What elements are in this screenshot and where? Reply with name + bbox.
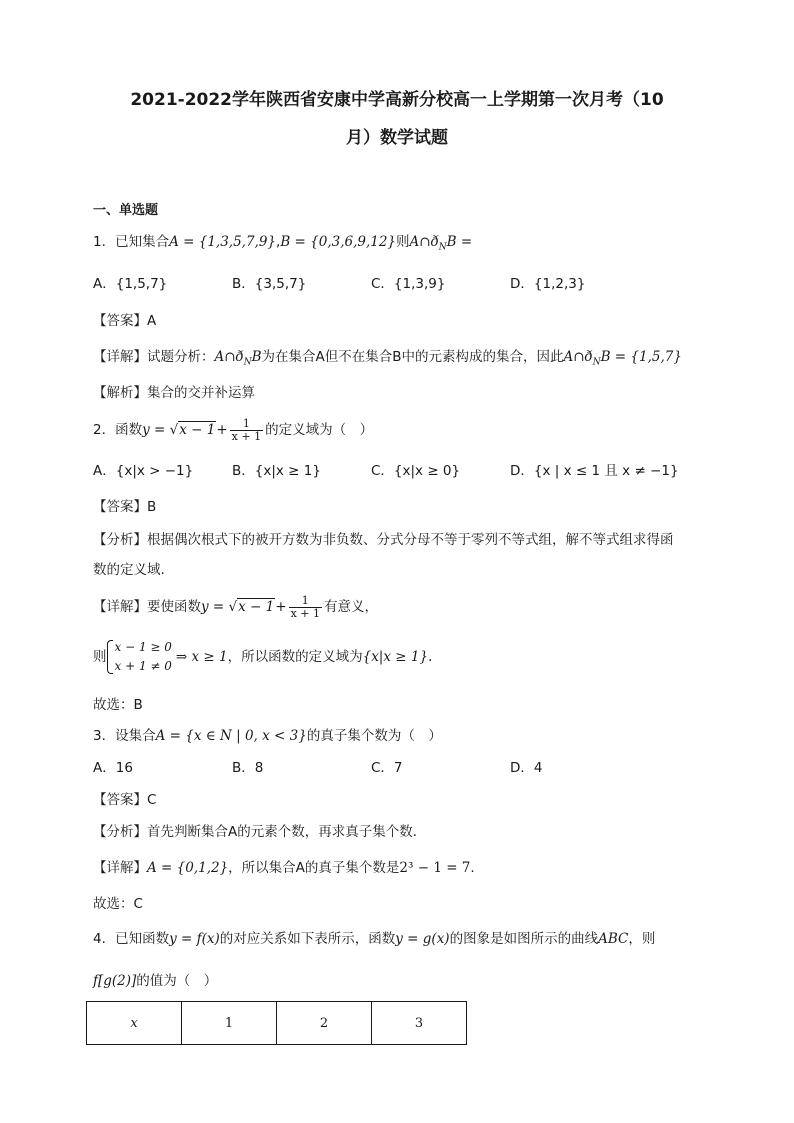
q2-detail-sqrt — [229, 598, 276, 615]
q4-value-table — [86, 1001, 467, 1045]
table-cell-2: 2 — [277, 1002, 372, 1045]
q2-choose: 故选：B — [93, 697, 143, 713]
q1-detail-expr: A∩ð — [214, 349, 244, 365]
q1-expr: A∩ð — [409, 234, 439, 250]
q2-detail — [93, 590, 378, 624]
q3-detail-mid: ，所以集合A的真子集个数是 — [228, 860, 400, 876]
q3-detail-calc: 2³ − 1 = 7 — [399, 860, 471, 876]
q2-sqrt — [170, 421, 217, 438]
table-cell-1: 1 — [182, 1002, 277, 1045]
q2-conclusion-pre: ，所以函数的定义域为 — [227, 649, 363, 665]
sqrt-icon: √ — [228, 599, 238, 615]
q1-option-d: D．{1,2,3} — [510, 276, 586, 292]
q1-set-b: B = {0,3,6,9,12} — [280, 234, 397, 250]
q1-option-a: A．{1,5,7} — [93, 276, 168, 292]
q3-stem-post: 的真子集个数为（ ） — [306, 728, 442, 744]
q4-f: y = f(x) — [169, 931, 220, 947]
q4-stem-pre: 4．已知函数 — [93, 931, 170, 947]
document-title-line2: 月）数学试题 — [346, 128, 448, 148]
q3-option-a: A．16 — [93, 760, 133, 776]
q1-parse-tag: 【解析】 — [93, 385, 147, 401]
q3-analysis-tag: 【分析】 — [93, 824, 147, 840]
q2-implies: ⇒ x ≥ 1 — [175, 649, 228, 665]
q1-parse-text: 集合的交并补运算 — [147, 385, 255, 401]
table-row — [87, 1002, 467, 1045]
q2-system-line — [93, 637, 432, 677]
q4-g: y = g(x) — [395, 931, 450, 947]
q2-detail-y: y = — [201, 599, 225, 615]
q2-then: 则 — [93, 649, 107, 665]
q2-detail-post: 有意义， — [323, 599, 378, 615]
q2-option-c: C．{x|x ≥ 0} — [371, 463, 461, 479]
section-heading: 一、单选题 — [93, 203, 159, 218]
q3-detail-set: A = {0,1,2} — [147, 860, 229, 876]
sqrt-icon: √ — [169, 422, 179, 438]
q2-analysis-line2: 数的定义域. — [93, 562, 165, 578]
q1-answer-tag: 【答案】 — [93, 313, 147, 329]
q2-detail-radicand: x − 1 — [238, 599, 275, 615]
q2-radicand: x − 1 — [179, 422, 216, 438]
q2-answer-value: B — [147, 499, 157, 515]
q1-detail-sub2: N — [592, 357, 601, 368]
q2-frac-den: x + 1 — [231, 429, 262, 443]
q3-choose: 故选：C — [93, 896, 143, 912]
table-cell-3: 3 — [372, 1002, 467, 1045]
q1-detail-expr3: A∩ð — [563, 349, 593, 365]
q3-option-c: C．7 — [371, 760, 403, 776]
q3-answer-value: C — [147, 792, 157, 808]
document-title-line1: 2021-2022学年陕西省安康中学高新分校高一上学期第一次月考（10 — [130, 90, 664, 110]
q3-stem-pre: 3．设集合 — [93, 728, 156, 744]
q1-sep: , — [276, 234, 281, 250]
q2-conclusion-set: {x|x ≥ 1}. — [362, 649, 433, 665]
q2-option-d: D．{x | x ≤ 1 且 x ≠ −1} — [510, 463, 679, 479]
q1-answer-value: A — [147, 313, 157, 329]
q2-option-a: A．{x|x > −1} — [93, 463, 194, 479]
q1-expr-sub: N — [438, 242, 447, 253]
q2-answer — [93, 497, 156, 517]
q1-stem-pre: 1．已知集合 — [93, 234, 170, 250]
table-cell-x: x — [87, 1002, 182, 1045]
q3-detail-end: . — [470, 860, 475, 876]
q1-detail-mid: 为在集合A但不在集合B中的元素构成的集合，因此 — [261, 349, 564, 365]
q4-stem-line2 — [93, 971, 217, 991]
q1-set-a: A = {1,3,5,7,9} — [169, 234, 277, 250]
q1-parse — [93, 383, 255, 403]
q4-curve: ABC — [598, 931, 629, 947]
q2-sys-2: x + 1 ≠ 0 — [114, 659, 172, 673]
q3-detail-tag: 【详解】 — [93, 860, 147, 876]
q3-set: A = {x ∈ N | 0, x < 3} — [155, 728, 307, 744]
q2-stem-pre: 2．函数 — [93, 422, 143, 438]
q2-detail-frac-den: x + 1 — [290, 606, 320, 620]
q3-option-b: B．8 — [232, 760, 264, 776]
q3-answer — [93, 790, 156, 810]
q3-option-d: D．4 — [510, 760, 543, 776]
q1-detail-expr2: B — [251, 349, 262, 365]
q2-sys-1: x − 1 ≥ 0 — [114, 640, 172, 654]
q1-option-b: B．{3,5,7} — [232, 276, 307, 292]
q2-fraction — [230, 418, 263, 443]
q2-stem-post: 的定义域为（ ） — [265, 422, 374, 438]
q2-y: y = — [142, 422, 166, 438]
q1-stem-post: 则 — [396, 234, 410, 250]
q2-detail-frac-num: 1 — [289, 595, 322, 608]
q1-option-c: C．{1,3,9} — [371, 276, 446, 292]
q3-analysis-text: 首先判断集合A的元素个数，再求真子集个数. — [147, 824, 418, 840]
q1-detail-pre: 试题分析： — [147, 349, 215, 365]
q2-frac-num: 1 — [230, 418, 263, 431]
q2-detail-fraction — [289, 595, 322, 620]
q2-analysis-line1 — [93, 530, 674, 550]
q2-option-b: B．{x|x ≥ 1} — [232, 463, 321, 479]
q4-line2-post: 的值为（ ） — [136, 973, 218, 989]
q2-stem — [93, 413, 373, 447]
q1-stem — [93, 232, 472, 258]
q2-plus: + — [216, 422, 228, 438]
q1-detail-expr4: B = {1,5,7} — [600, 349, 682, 365]
q1-detail-tag: 【详解】 — [93, 349, 147, 365]
q1-detail-sub: N — [243, 357, 252, 368]
q2-detail-pre: 要使函数 — [147, 599, 201, 615]
q2-answer-tag: 【答案】 — [93, 499, 147, 515]
q1-expr2: B = — [446, 234, 473, 250]
q2-detail-plus: + — [275, 599, 287, 615]
q1-answer — [93, 311, 156, 331]
q4-stem-line1 — [93, 929, 655, 949]
q3-analysis — [93, 822, 417, 842]
q4-stem-post: ，则 — [628, 931, 656, 947]
q1-detail — [93, 347, 682, 373]
q4-fg2: f[g(2)] — [93, 973, 137, 989]
q3-detail — [93, 858, 475, 878]
q4-stem-mid2: 的图象是如图所示的曲线 — [449, 931, 599, 947]
q4-stem-mid: 的对应关系如下表所示，函数 — [219, 931, 396, 947]
q2-analysis-text1: 根据偶次根式下的被开方数为非负数、分式分母不等于零列不等式组，解不等式组求得函 — [147, 532, 674, 548]
q2-analysis-tag: 【分析】 — [93, 532, 147, 548]
q2-inequality-system — [107, 638, 172, 676]
q3-stem — [93, 726, 442, 746]
q3-answer-tag: 【答案】 — [93, 792, 147, 808]
q2-detail-tag: 【详解】 — [93, 599, 147, 615]
